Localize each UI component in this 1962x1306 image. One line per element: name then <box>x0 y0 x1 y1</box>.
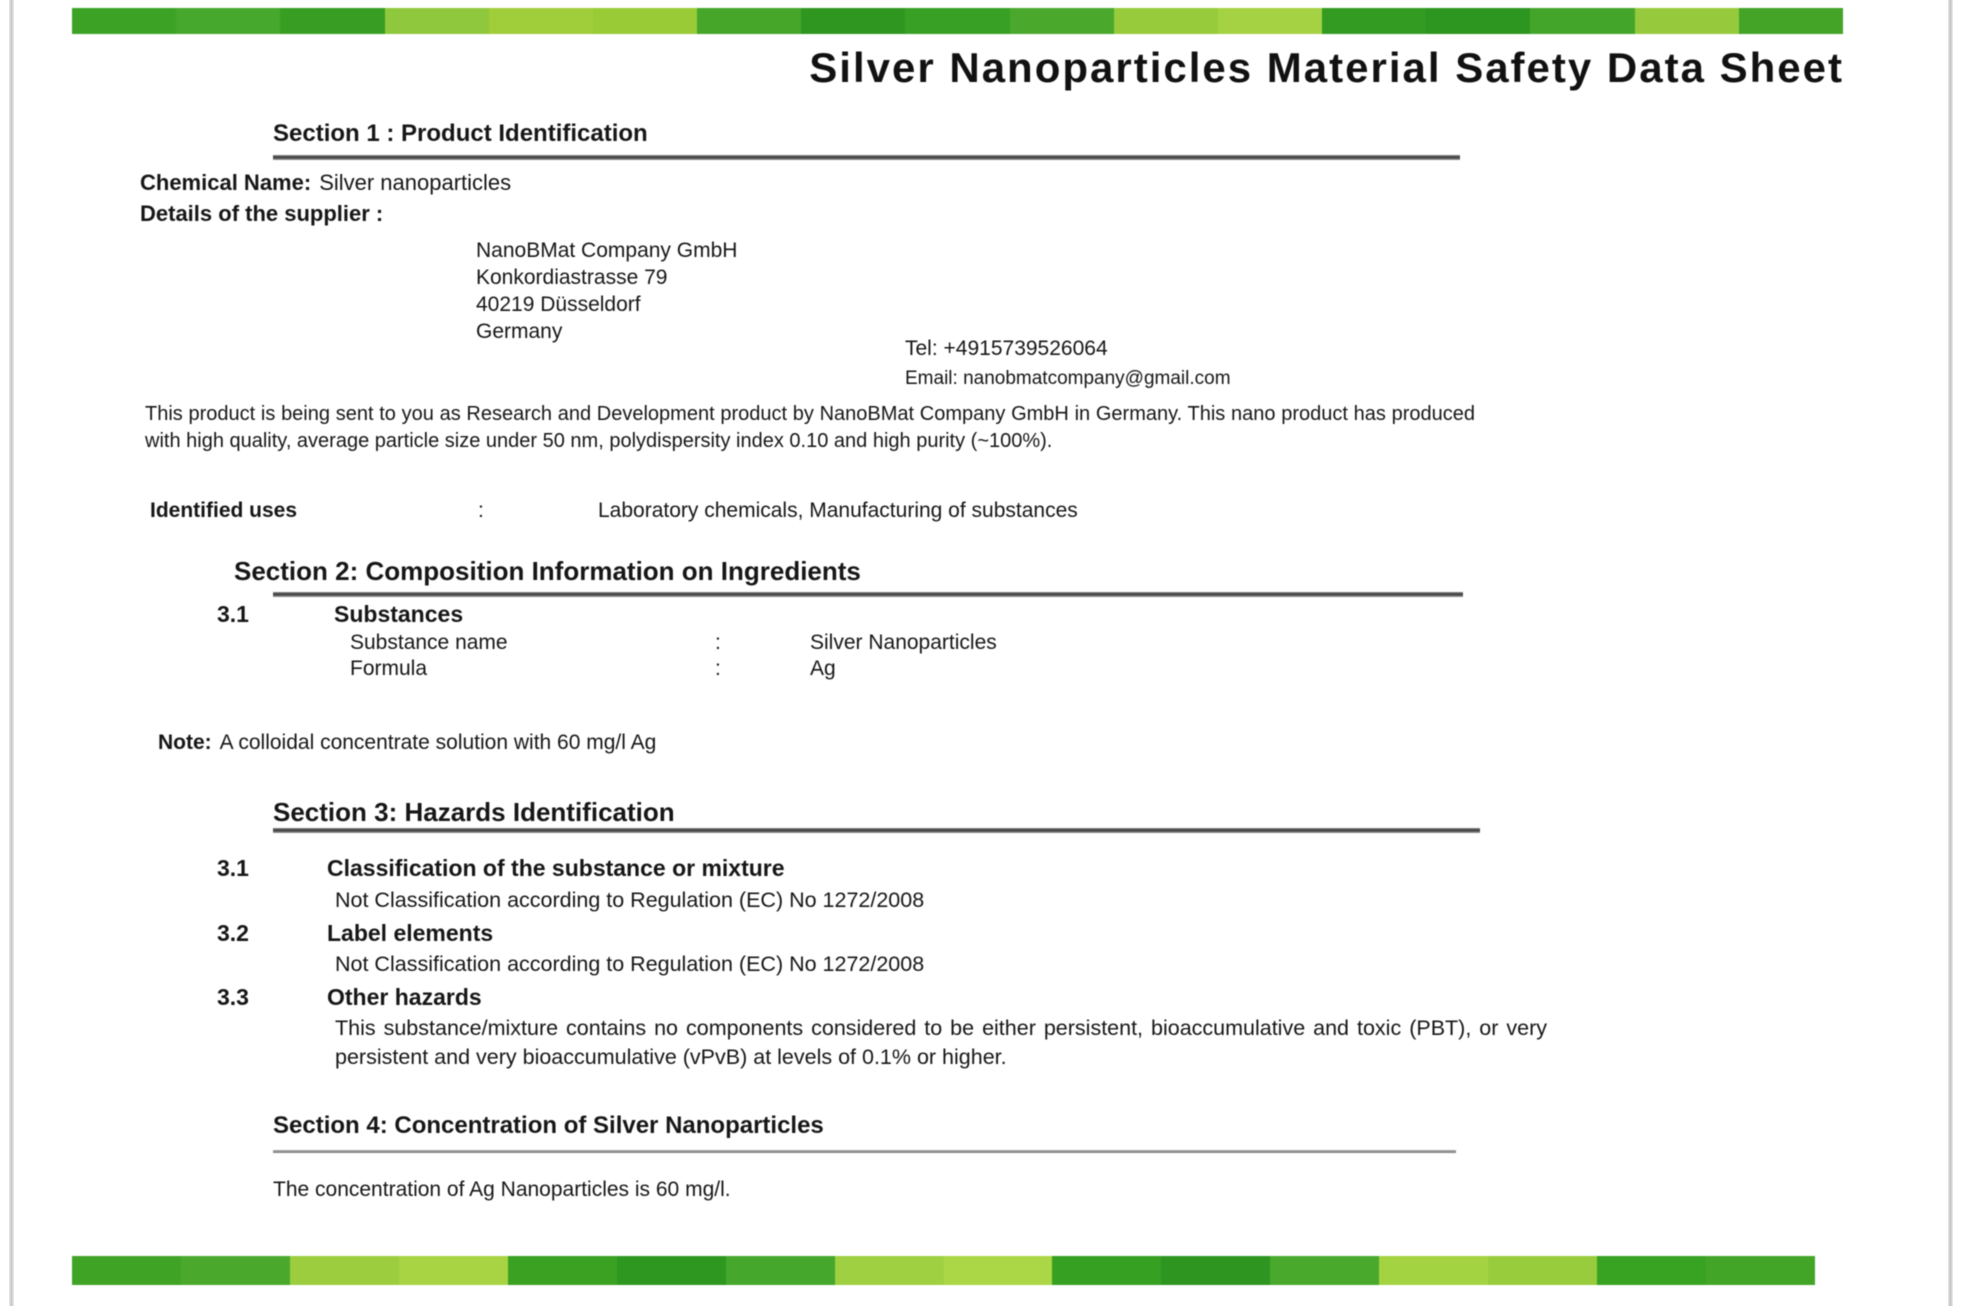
hazard-item-title: Classification of the substance or mixture <box>327 855 785 881</box>
bar-segment <box>72 8 176 34</box>
bar-segment <box>697 8 801 34</box>
email-value: nanobmatcompany@gmail.com <box>963 368 1231 389</box>
substance-name-value: Silver Nanoparticles <box>810 631 997 654</box>
chemical-name-label: Chemical Name: <box>140 170 312 195</box>
page-left-edge <box>9 0 14 1306</box>
section3-heading: Section 3: Hazards Identification <box>273 797 675 827</box>
identified-uses-value: Laboratory chemicals, Manufacturing of substances <box>598 499 1078 522</box>
formula-colon: : <box>715 657 721 680</box>
bar-segment <box>905 8 1009 34</box>
hazard-item-body: Not Classification according to Regulation (EC) No 1272/2008 <box>335 888 925 912</box>
substance-name-label: Substance name <box>350 631 508 654</box>
top-decorative-bar <box>72 8 1843 34</box>
bar-segment <box>1161 1256 1270 1285</box>
section1-rule <box>273 155 1460 160</box>
bar-segment <box>385 8 489 34</box>
section4-heading: Section 4: Concentration of Silver Nanoparticles <box>273 1112 824 1139</box>
chemical-name-line <box>140 170 511 196</box>
substances-heading: Substances <box>334 601 464 627</box>
formula-label: Formula <box>350 657 428 680</box>
bottom-decorative-bar <box>72 1256 1815 1285</box>
section1-heading: Section 1 : Product Identification <box>273 120 648 147</box>
bar-segment <box>617 1256 726 1285</box>
chemical-name-value: Silver nanoparticles <box>319 170 512 195</box>
section2-heading: Section 2: Composition Information on Ingredients <box>234 556 861 586</box>
bar-segment <box>1379 1256 1488 1285</box>
supplier-address-line: 40219 Düsseldorf <box>476 293 641 316</box>
identified-uses-colon: : <box>478 499 484 522</box>
hazard-item-body: Not Classification according to Regulation (EC) No 1272/2008 <box>335 952 925 976</box>
hazard-item-number: 3.1 <box>217 855 249 881</box>
section3-rule <box>273 828 1480 833</box>
bar-segment <box>726 1256 835 1285</box>
formula-row <box>350 657 1250 681</box>
tel-line <box>905 337 1108 361</box>
hazard-item-body: This substance/mixture contains no components considered to be either persistent, bioaccumulative and toxic (PBT), or very persistent and very bioaccumulative (vPvB) at levels of 0.1% or higher. <box>335 1016 1547 1069</box>
bar-segment <box>1218 8 1322 34</box>
bar-segment <box>1010 8 1114 34</box>
substance-name-row <box>350 631 1250 655</box>
note-line <box>158 731 656 755</box>
hazard-item-number: 3.3 <box>217 984 249 1010</box>
hazard-item-number: 3.2 <box>217 920 249 946</box>
identified-uses-label: Identified uses <box>150 499 298 522</box>
section4-rule <box>273 1150 1456 1153</box>
bar-segment <box>1635 8 1739 34</box>
supplier-details-label: Details of the supplier : <box>140 201 384 226</box>
tel-value: +4915739526064 <box>943 337 1108 360</box>
supplier-address-line: NanoBMat Company GmbH <box>476 239 738 262</box>
email-label: Email: <box>905 368 958 389</box>
bar-segment <box>1706 1256 1815 1285</box>
supplier-address-line: Konkordiastrasse 79 <box>476 266 668 289</box>
bar-segment <box>1739 8 1843 34</box>
bar-segment <box>801 8 905 34</box>
substances-number: 3.1 <box>217 601 249 627</box>
supplier-address-line: Germany <box>476 320 563 343</box>
hazard-item-title: Label elements <box>327 920 494 946</box>
section4-body: The concentration of Ag Nanoparticles is 60 mg/l. <box>273 1178 731 1201</box>
bar-segment <box>290 1256 399 1285</box>
bar-segment <box>1426 8 1530 34</box>
bar-segment <box>593 8 697 34</box>
substance-name-colon: : <box>715 631 721 654</box>
product-description: This product is being sent to you as Research and Development product by NanoBMat Company GmbH in Germany. This nano product has produced with high quality, average particle size under 50 nm, polydispersity index 0.10 and high purity (~100%). <box>145 403 1475 452</box>
tel-label: Tel: <box>905 337 938 360</box>
hazard-item-title: Other hazards <box>327 984 482 1010</box>
document-title: Silver Nanoparticles Material Safety Data Sheet <box>809 44 1844 91</box>
note-label: Note: <box>158 731 212 754</box>
formula-value: Ag <box>810 657 836 680</box>
bar-segment <box>72 1256 181 1285</box>
bar-segment <box>1530 8 1634 34</box>
bar-segment <box>399 1256 508 1285</box>
bar-segment <box>176 8 280 34</box>
page-right-edge <box>1948 0 1953 1306</box>
note-value: A colloidal concentrate solution with 60 mg/l Ag <box>219 731 657 754</box>
bar-segment <box>489 8 593 34</box>
bar-segment <box>1488 1256 1597 1285</box>
supplier-address <box>476 237 737 345</box>
identified-uses-row <box>150 499 1450 529</box>
bar-segment <box>508 1256 617 1285</box>
bar-segment <box>835 1256 944 1285</box>
bar-segment <box>280 8 384 34</box>
bar-segment <box>1597 1256 1706 1285</box>
bar-segment <box>944 1256 1053 1285</box>
section2-rule <box>273 592 1463 597</box>
bar-segment <box>1052 1256 1161 1285</box>
email-line <box>905 368 1231 390</box>
bar-segment <box>1322 8 1426 34</box>
bar-segment <box>181 1256 290 1285</box>
bar-segment <box>1114 8 1218 34</box>
bar-segment <box>1270 1256 1379 1285</box>
